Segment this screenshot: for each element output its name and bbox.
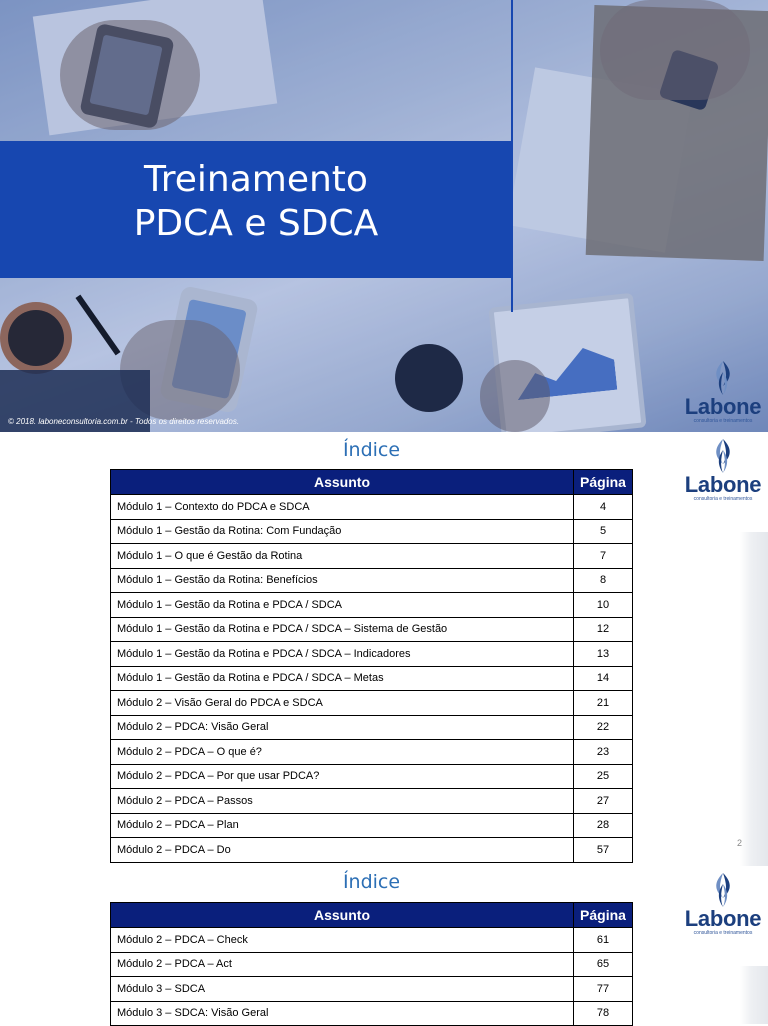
table-row bbox=[111, 495, 633, 520]
row-subject: Módulo 1 – Contexto do PDCA e SDCA bbox=[111, 495, 574, 520]
table-row bbox=[111, 666, 633, 691]
header-page: Página bbox=[574, 470, 633, 495]
row-subject: Módulo 2 – PDCA – Act bbox=[111, 952, 574, 977]
row-subject: Módulo 2 – PDCA – O que é? bbox=[111, 740, 574, 765]
row-page: 4 bbox=[574, 495, 633, 520]
table-row bbox=[111, 977, 633, 1002]
index-title: Índice bbox=[342, 439, 401, 461]
table-row bbox=[111, 715, 633, 740]
row-page: 77 bbox=[574, 977, 633, 1002]
index-table-body bbox=[111, 495, 633, 863]
row-subject: Módulo 1 – Gestão da Rotina e PDCA / SDCA bbox=[111, 593, 574, 618]
index-logo bbox=[680, 872, 766, 936]
table-row bbox=[111, 952, 633, 977]
cover-slide bbox=[0, 0, 768, 432]
row-page: 65 bbox=[574, 952, 633, 977]
table-row bbox=[111, 789, 633, 814]
table-row bbox=[111, 568, 633, 593]
row-subject: Módulo 2 – PDCA – Do bbox=[111, 838, 574, 863]
table-row bbox=[111, 642, 633, 667]
index-table bbox=[110, 902, 633, 1026]
row-page: 12 bbox=[574, 617, 633, 642]
table-row bbox=[111, 593, 633, 618]
row-page: 5 bbox=[574, 519, 633, 544]
row-subject: Módulo 2 – PDCA – Plan bbox=[111, 813, 574, 838]
logo-tagline: consultoria e treinamentos bbox=[693, 930, 753, 936]
row-page: 61 bbox=[574, 928, 633, 953]
labone-logo-icon bbox=[708, 438, 738, 474]
labone-logo-icon bbox=[708, 360, 738, 396]
table-header-row bbox=[111, 903, 633, 928]
row-page: 27 bbox=[574, 789, 633, 814]
header-subject: Assunto bbox=[111, 470, 574, 495]
table-header-row bbox=[111, 470, 633, 495]
row-page: 22 bbox=[574, 715, 633, 740]
row-subject: Módulo 2 – PDCA: Visão Geral bbox=[111, 715, 574, 740]
header-page: Página bbox=[574, 903, 633, 928]
logo-name: Labone bbox=[684, 472, 762, 497]
row-page: 25 bbox=[574, 764, 633, 789]
table-row bbox=[111, 544, 633, 569]
row-subject: Módulo 2 – PDCA – Por que usar PDCA? bbox=[111, 764, 574, 789]
row-page: 57 bbox=[574, 838, 633, 863]
row-subject: Módulo 1 – Gestão da Rotina e PDCA / SDCA – Metas bbox=[111, 666, 574, 691]
row-page: 28 bbox=[574, 813, 633, 838]
row-subject: Módulo 3 – SDCA bbox=[111, 977, 574, 1002]
table-row bbox=[111, 691, 633, 716]
row-page: 13 bbox=[574, 642, 633, 667]
table-row bbox=[111, 813, 633, 838]
row-page: 7 bbox=[574, 544, 633, 569]
header-subject: Assunto bbox=[111, 903, 574, 928]
table-row bbox=[111, 617, 633, 642]
row-subject: Módulo 1 – Gestão da Rotina e PDCA / SDCA – Sistema de Gestão bbox=[111, 617, 574, 642]
row-page: 78 bbox=[574, 1001, 633, 1026]
index-table-body bbox=[111, 928, 633, 1026]
row-subject: Módulo 2 – Visão Geral do PDCA e SDCA bbox=[111, 691, 574, 716]
table-row bbox=[111, 1001, 633, 1026]
row-page: 10 bbox=[574, 593, 633, 618]
index-table bbox=[110, 469, 633, 863]
table-row bbox=[111, 740, 633, 765]
cover-logo bbox=[680, 360, 766, 424]
row-subject: Módulo 2 – PDCA – Passos bbox=[111, 789, 574, 814]
index-logo bbox=[680, 438, 766, 502]
index-title: Índice bbox=[342, 871, 401, 893]
slide-side-strip bbox=[740, 532, 768, 866]
row-subject: Módulo 1 – O que é Gestão da Rotina bbox=[111, 544, 574, 569]
table-row bbox=[111, 838, 633, 863]
row-subject: Módulo 1 – Gestão da Rotina: Com Fundação bbox=[111, 519, 574, 544]
index-slide-1 bbox=[0, 432, 768, 866]
table-row bbox=[111, 519, 633, 544]
logo-tagline: consultoria e treinamentos bbox=[693, 496, 753, 502]
slide-number: 2 bbox=[737, 838, 743, 848]
cover-title-line-2: PDCA e SDCA bbox=[133, 203, 379, 244]
logo-name: Labone bbox=[684, 394, 762, 419]
slide-side-strip bbox=[740, 966, 768, 1024]
cover-title bbox=[0, 158, 512, 246]
table-row bbox=[111, 764, 633, 789]
row-page: 23 bbox=[574, 740, 633, 765]
row-subject: Módulo 1 – Gestão da Rotina e PDCA / SDCA – Indicadores bbox=[111, 642, 574, 667]
logo-name: Labone bbox=[684, 906, 762, 931]
row-subject: Módulo 2 – PDCA – Check bbox=[111, 928, 574, 953]
logo-tagline: consultoria e treinamentos bbox=[693, 418, 753, 424]
cover-copyright: © 2018. laboneconsultoria.com.br - Todos os direitos reservados. bbox=[8, 417, 240, 426]
row-page: 8 bbox=[574, 568, 633, 593]
row-subject: Módulo 1 – Gestão da Rotina: Benefícios bbox=[111, 568, 574, 593]
table-row bbox=[111, 928, 633, 953]
row-page: 21 bbox=[574, 691, 633, 716]
cover-title-line-1: Treinamento bbox=[144, 159, 368, 200]
row-subject: Módulo 3 – SDCA: Visão Geral bbox=[111, 1001, 574, 1026]
index-slide-2 bbox=[0, 866, 768, 1024]
labone-logo-icon bbox=[708, 872, 738, 908]
row-page: 14 bbox=[574, 666, 633, 691]
